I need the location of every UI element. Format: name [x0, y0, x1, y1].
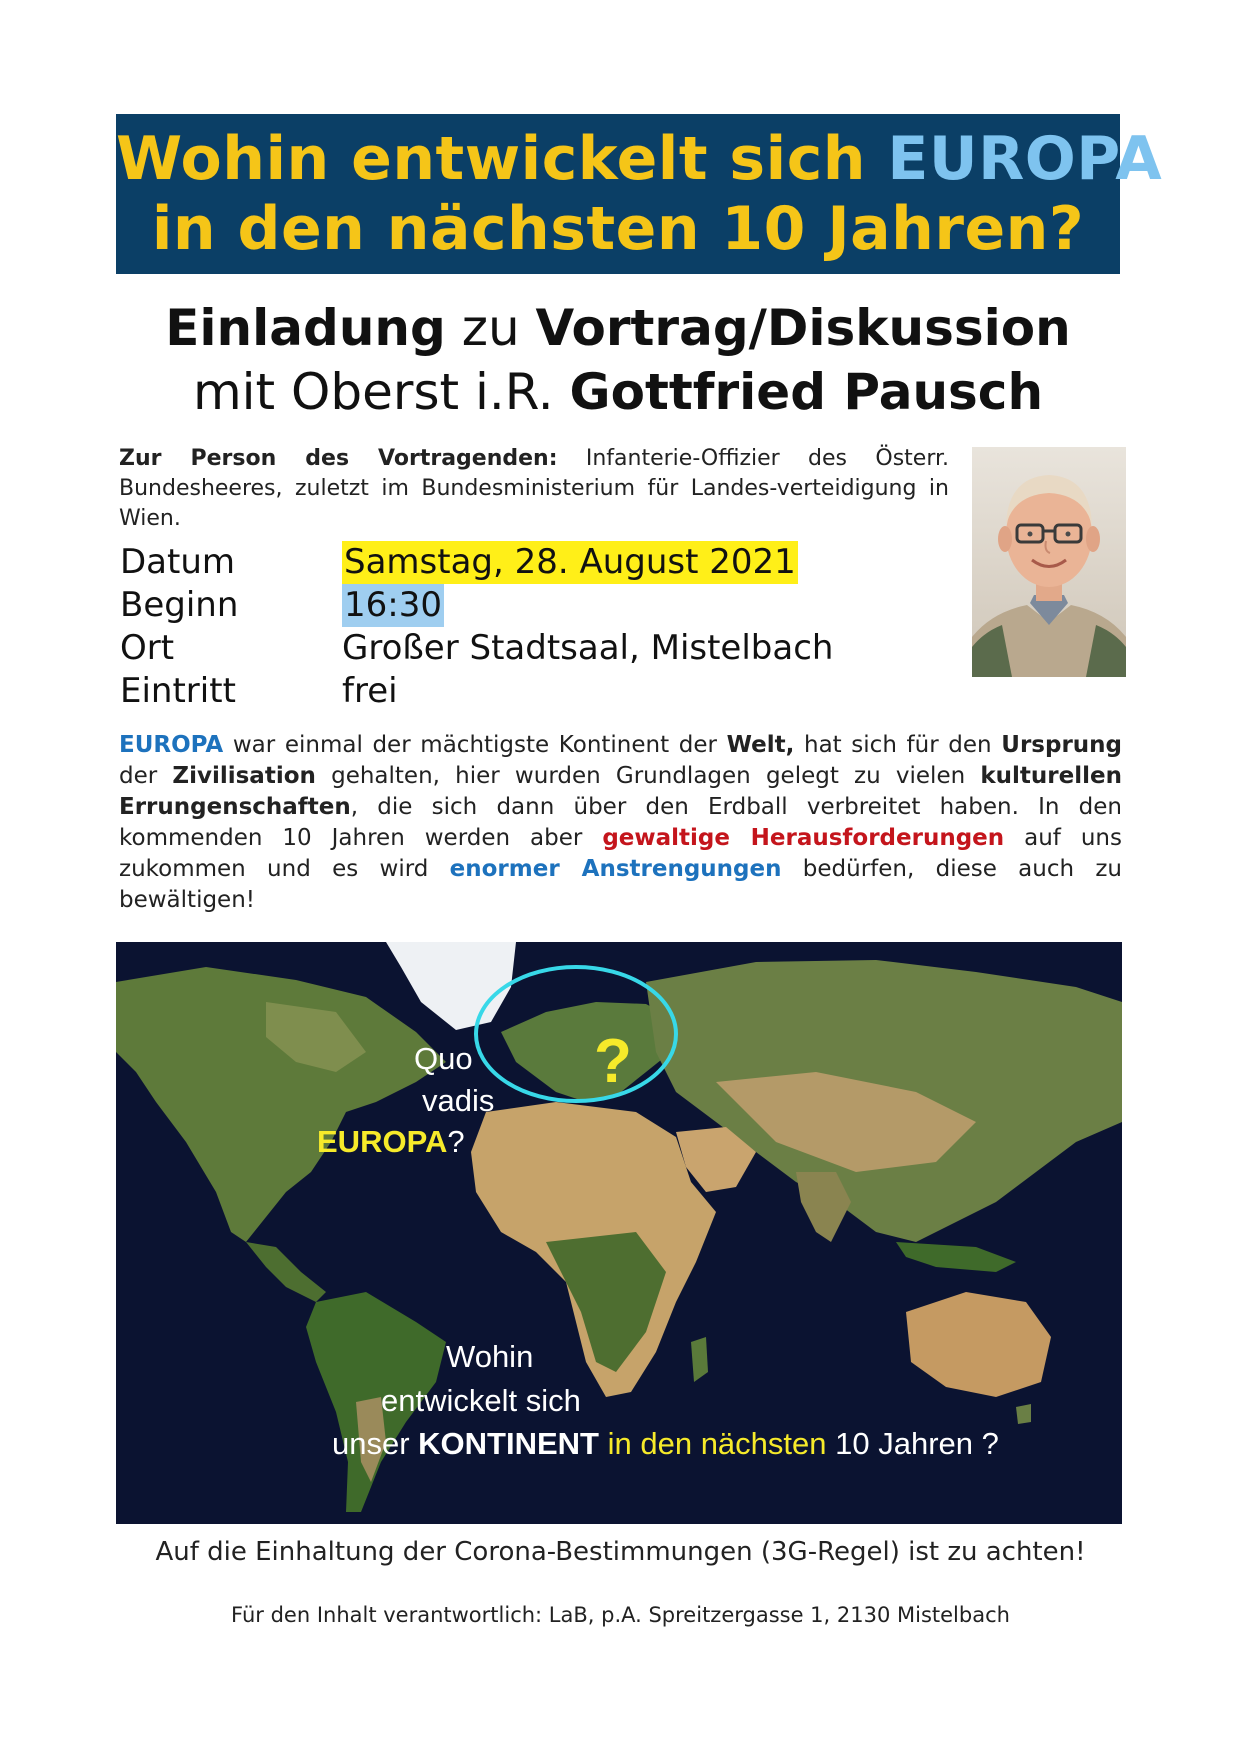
event-details [120, 541, 833, 713]
map-label-entwickelt: entwickelt sich [381, 1383, 581, 1418]
detail-value-admission: frei [342, 671, 398, 711]
map-question-mark: ? [594, 1027, 632, 1096]
map-label-continent: unser KONTINENT in den nächsten 10 Jahren ? [332, 1426, 999, 1461]
headline-line-1: Einladung zu Vortrag/Diskussion [165, 299, 1071, 357]
speaker-name: Gottfried Pausch [569, 363, 1044, 421]
detail-value-location: Großer Stadtsaal, Mistelbach [342, 628, 834, 668]
corona-notice: Auf die Einhaltung der Corona-Bestimmungen (3G-Regel) ist zu achten! [155, 1537, 1086, 1567]
map-label-europa: EUROPA? [317, 1124, 465, 1159]
speaker-portrait [972, 447, 1126, 677]
title-line-1: Wohin entwickelt sich EUROPA [116, 124, 1163, 194]
world-map [116, 942, 1122, 1524]
detail-label-location: Ort [120, 628, 175, 668]
title-line-2: in den nächsten 10 Jahren? [151, 194, 1085, 264]
speaker-bio: Zur Person des Vortragenden: Infanterie-Offizier des Österr. Bundesheeres, zuletzt im Bundesministerium für Landes-verteidigung in Wien. [119, 446, 949, 531]
detail-row-date [120, 541, 833, 584]
map-label-wohin: Wohin [446, 1339, 534, 1374]
detail-row-admission [120, 670, 833, 713]
imprint-footer: Für den Inhalt verantwortlich: LaB, p.A. Spreitzergasse 1, 2130 Mistelbach [231, 1603, 1010, 1627]
portrait-illustration [972, 447, 1126, 677]
title-banner [116, 114, 1163, 274]
detail-row-location [120, 627, 833, 670]
invitation-headline [116, 296, 1120, 424]
map-label-vadis: vadis [422, 1083, 495, 1118]
title-europa: EUROPA [887, 124, 1163, 194]
headline-line-2: mit Oberst i.R. Gottfried Pausch [192, 363, 1044, 421]
detail-value-date: Samstag, 28. August 2021 [344, 542, 796, 582]
detail-row-time [120, 584, 833, 627]
detail-label-admission: Eintritt [120, 671, 236, 711]
detail-label-date: Datum [120, 542, 236, 582]
map-label-quo: Quo [414, 1041, 473, 1076]
detail-value-time: 16:30 [344, 585, 442, 625]
intro-paragraph: EUROPA war einmal der mächtigste Kontinent der Welt, hat sich für den Ursprung der Zivilisation gehalten, hier wurden Grundlagen gelegt zu vielen kulturellen Errungenschaften, die sich dann über den Erdball verbreitet haben. In den kommenden 10 Jahren werden aber gewaltige Herausforderungen auf uns zukommen und es wird enormer Anstrengungen bedürfen, diese auch zu bewältigen! [119, 732, 1122, 913]
detail-label-time: Beginn [120, 585, 239, 625]
